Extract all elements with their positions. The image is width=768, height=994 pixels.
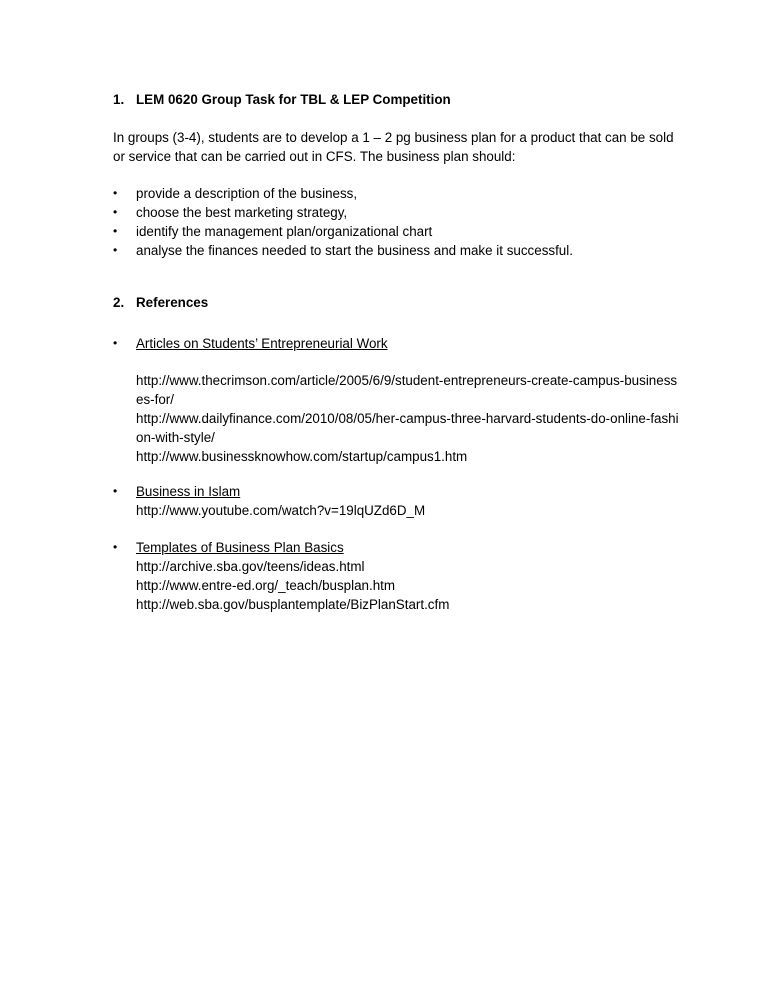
reference-url[interactable]: http://www.dailyfinance.com/2010/08/05/her-campus-three-harvard-students-do-online-fashion-with-style/ bbox=[136, 411, 679, 445]
section-2-number: 2. bbox=[113, 295, 125, 310]
task-bullet-text: choose the best marketing strategy, bbox=[136, 205, 348, 220]
bullet-icon: • bbox=[113, 484, 118, 498]
reference-group-articles bbox=[113, 334, 683, 353]
task-bullet-item bbox=[113, 184, 683, 203]
reference-heading[interactable]: Business in Islam bbox=[136, 484, 241, 499]
reference-url[interactable]: http://www.thecrimson.com/article/2005/6/9/student-entrepreneurs-create-campus-businesses-for/ bbox=[136, 373, 678, 407]
reference-group-templates bbox=[113, 538, 683, 614]
bullet-icon: • bbox=[113, 243, 118, 257]
bullet-icon: • bbox=[113, 205, 118, 219]
reference-heading[interactable]: Templates of Business Plan Basics bbox=[136, 540, 344, 555]
section-2-title: References bbox=[136, 295, 209, 310]
bullet-icon: • bbox=[113, 540, 118, 554]
reference-group-islam bbox=[113, 482, 683, 520]
task-bullet-list bbox=[113, 184, 683, 260]
reference-url[interactable]: http://www.businessknowhow.com/startup/campus1.htm bbox=[136, 449, 468, 464]
section-1-heading bbox=[113, 90, 683, 109]
task-bullet-item bbox=[113, 241, 683, 260]
task-bullet-text: provide a description of the business, bbox=[136, 186, 358, 201]
section-2-heading bbox=[113, 293, 683, 312]
task-bullet-text: analyse the finances needed to start the business and make it successful. bbox=[136, 243, 573, 258]
task-bullet-item bbox=[113, 203, 683, 222]
section-1-title: LEM 0620 Group Task for TBL & LEP Competition bbox=[136, 92, 451, 107]
reference-url[interactable]: http://www.youtube.com/watch?v=19lqUZd6D_M bbox=[136, 503, 426, 518]
section-1-intro: In groups (3-4), students are to develop a 1 – 2 pg business plan for a product that can be sold or service that can be carried out in CFS. The business plan should: bbox=[113, 130, 674, 164]
bullet-icon: • bbox=[113, 336, 118, 350]
reference-urls-articles bbox=[113, 371, 681, 466]
section-1-number: 1. bbox=[113, 92, 125, 107]
reference-url[interactable]: http://web.sba.gov/busplantemplate/BizPlanStart.cfm bbox=[136, 597, 450, 612]
bullet-icon: • bbox=[113, 224, 118, 238]
reference-url[interactable]: http://archive.sba.gov/teens/ideas.html bbox=[136, 559, 365, 574]
task-bullet-text: identify the management plan/organizational chart bbox=[136, 224, 433, 239]
reference-heading[interactable]: Articles on Students’ Entrepreneurial Work bbox=[136, 336, 388, 351]
bullet-icon: • bbox=[113, 186, 118, 200]
reference-url[interactable]: http://www.entre-ed.org/_teach/busplan.htm bbox=[136, 578, 396, 593]
task-bullet-item bbox=[113, 222, 683, 241]
